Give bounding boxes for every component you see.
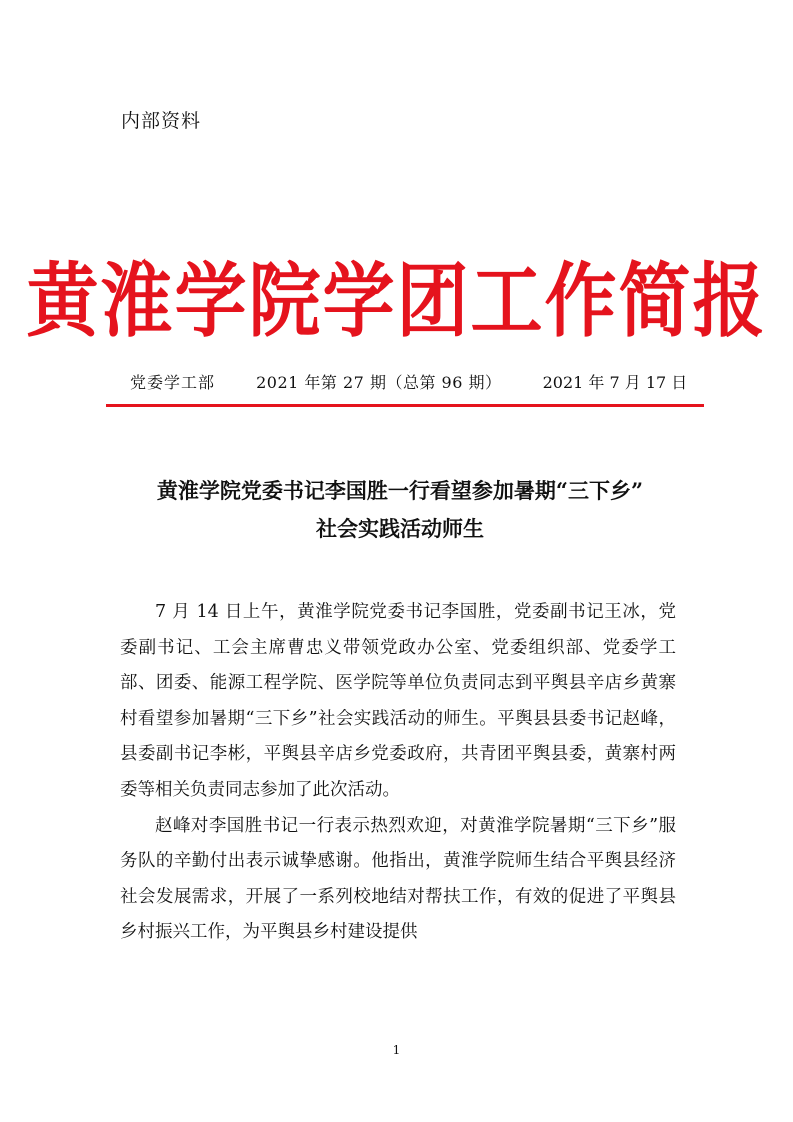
article-body: [120, 595, 676, 951]
issue-date: 2021 年 7 月 17 日: [542, 373, 688, 392]
issue-line: [130, 370, 687, 393]
page-number: 1: [392, 1043, 401, 1057]
issue-number: 2021 年第 27 期（总第 96 期）: [256, 373, 502, 392]
article-title-line-2: 社会实践活动师生: [316, 516, 484, 541]
bulletin-masthead: 黄淮学院学团工作简报: [26, 252, 767, 348]
red-divider: [106, 404, 704, 407]
article-title: [100, 472, 700, 548]
article-paragraph: 7 月 14 日上午，黄淮学院党委书记李国胜，党委副书记王冰，党委副书记、工会主席曹忠义带领党政办公室、党委组织部、党委学工部、团委、能源工程学院、医学院等单位负责同志到平舆县辛店乡黄寨村看望参加暑期“三下乡”社会实践活动的师生。平舆县县委书记赵峰，县委副书记李彬，平舆县辛店乡党委政府，共青团平舆县委，黄寨村两委等相关负责同志参加了此次活动。: [120, 602, 676, 800]
issuing-department: 党委学工部: [130, 373, 216, 392]
article-title-line-1: 黄淮学院党委书记李国胜一行看望参加暑期“三下乡”: [156, 478, 644, 503]
article-paragraph: 赵峰对李国胜书记一行表示热烈欢迎，对黄淮学院暑期“三下乡”服务队的辛勤付出表示诚挚感谢。他指出，黄淮学院师生结合平舆县经济社会发展需求，开展了一系列校地结对帮扶工作，有效的促进了平舆县乡村振兴工作，为平舆县乡村建设提供: [120, 815, 676, 943]
classification-label: 内部资料: [121, 110, 202, 132]
